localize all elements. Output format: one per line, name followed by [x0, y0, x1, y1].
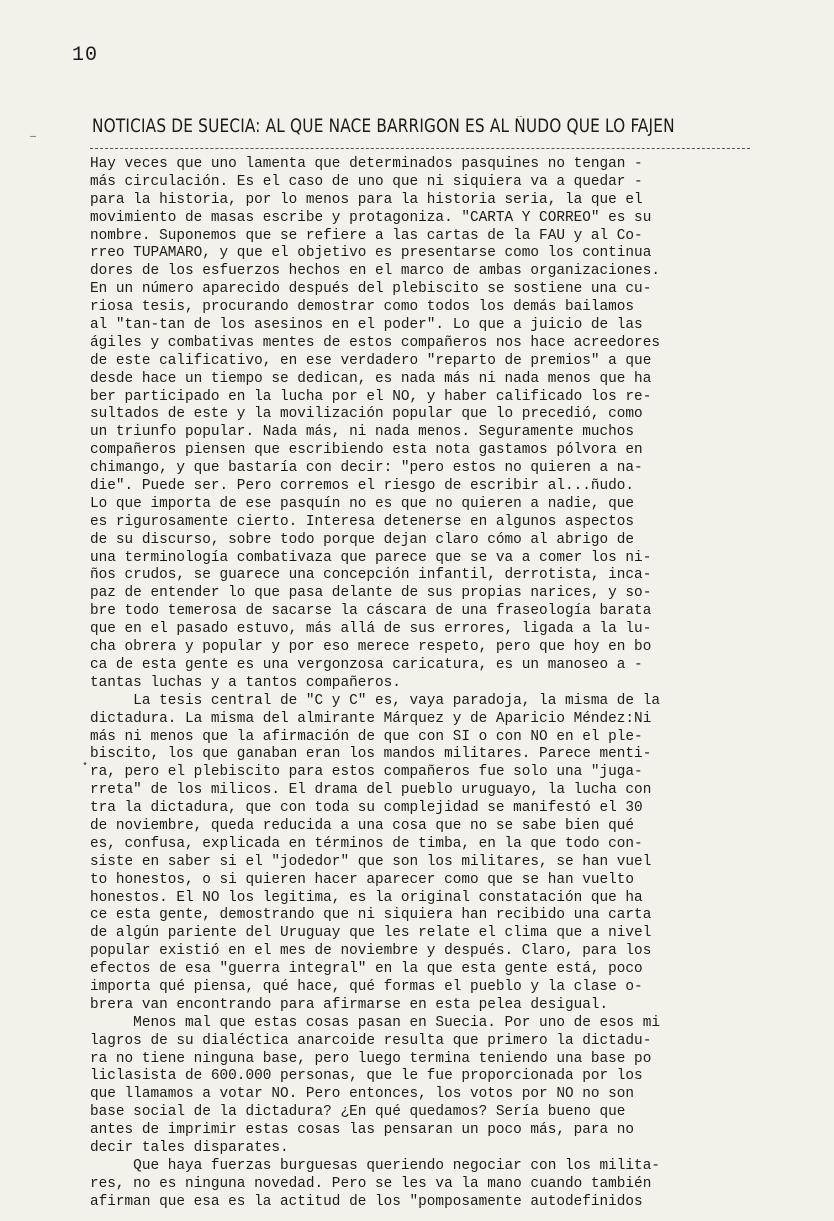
- text-line: Lo que importa de ese pasquín no es que no quieren a nadie, que: [90, 495, 635, 512]
- text-line: brera van encontrando para afirmarse en esta pelea desigual.: [90, 996, 609, 1013]
- text-line: ber participado en la lucha por el NO, y haber calificado los re-: [90, 388, 652, 405]
- text-line: lagros de su dialéctica anarcoide resulta que primero la dictadu-: [90, 1032, 652, 1049]
- text-line: de su discurso, sobre todo porque dejan claro cómo al abrigo de: [90, 531, 635, 548]
- text-line: afirman que esa es la actitud de los "pomposamente autodefinidos: [90, 1193, 643, 1210]
- text-line: En un número aparecido después del plebiscito se sostiene una cu-: [90, 281, 652, 298]
- text-line: más circulación. Es el caso de uno que ni siquiera va a quedar -: [90, 173, 643, 190]
- text-line: La tesis central de "C y C" es, vaya paradoja, la misma de la: [90, 692, 660, 709]
- text-line: siste en saber si el "jodedor" que son los militares, se han vuel: [90, 853, 652, 870]
- text-line: die". Puede ser. Pero corremos el riesgo de escribir al...ñudo.: [90, 478, 635, 495]
- text-line: de noviembre, queda reducida a una cosa que no se sabe bien qué: [90, 817, 635, 834]
- text-line: tra la dictadura, que con toda su complejidad se manifestó el 30: [90, 800, 643, 817]
- article-headline: NOTICIAS DE SUECIA: AL QUE NACE BARRIGON ES AL ÑUDO QUE LO FAJEN: [92, 116, 675, 137]
- margin-mark: •: [82, 760, 89, 771]
- text-line: paz de entender lo que pasa delante de sus propias narices, y so-: [90, 585, 652, 602]
- text-line: Menos mal que estas cosas pasan en Suecia. Por uno de esos mi: [90, 1014, 660, 1031]
- text-line: movimiento de masas escribe y protagoniza. "CARTA Y CORREO" es su: [90, 209, 652, 226]
- text-line: rreo TUPAMARO, y que el objetivo es presentarse como los continua: [90, 245, 652, 262]
- text-line: bre todo temerosa de sacarse la cáscara de una fraseología barata: [90, 603, 652, 620]
- article-body: [90, 156, 762, 1212]
- text-line: Que haya fuerzas burguesas queriendo negociar con los milita-: [90, 1157, 660, 1174]
- text-line: efectos de esa "guerra integral" en la que esta gente está, poco: [90, 961, 643, 978]
- text-line: to honestos, o si quieren hacer aparecer como que se han vuelto: [90, 871, 635, 888]
- text-line: cha obrera y popular y por eso merece respeto, pero que hoy en bo: [90, 639, 652, 656]
- text-line: popular existió en el mes de noviembre y después. Claro, para los: [90, 943, 652, 960]
- text-line: ce esta gente, demostrando que ni siquiera han recibido una carta: [90, 907, 652, 924]
- text-line: tantas luchas y a tantos compañeros.: [90, 674, 401, 691]
- text-line: dictadura. La misma del almirante Márquez y de Aparicio Méndez:Ni: [90, 710, 652, 727]
- text-line: al "tan-tan de los asesinos en el poder". Lo que a juicio de las: [90, 317, 643, 334]
- text-line: ca de esta gente es una vergonzosa caricatura, es un manoseo a -: [90, 656, 643, 673]
- text-line: un triunfo popular. Nada más, ni nada menos. Seguramente muchos: [90, 424, 635, 441]
- text-line: nombre. Suponemos que se refiere a las cartas de la FAU y al Co-: [90, 227, 643, 244]
- text-line: biscito, los que ganaban eran los mandos militares. Parece menti-: [90, 746, 652, 763]
- text-line: de algún pariente del Uruguay que les relate el clima que a nivel: [90, 925, 652, 942]
- headline-underline: [90, 148, 750, 149]
- text-line: ra no tiene ninguna base, pero luego termina teniendo una base po: [90, 1050, 652, 1067]
- text-line: es, confusa, explicada en términos de timba, en la que todo con-: [90, 835, 643, 852]
- text-line: es rigurosamente cierto. Interesa detenerse en algunos aspectos: [90, 513, 635, 530]
- text-line: antes de imprimir estas cosas las pensaran un poco más, para no: [90, 1122, 635, 1139]
- text-line: compañeros piensen que escribiendo esta nota gastamos pólvora en: [90, 442, 643, 459]
- text-line: una terminología combativaza que parece que se va a comer los ni-: [90, 549, 652, 566]
- text-line: liclasista de 600.000 personas, que le fue proporcionada por los: [90, 1068, 643, 1085]
- text-line: res, no es ninguna novedad. Pero se les va la mano cuando también: [90, 1175, 652, 1192]
- text-line: dores de los esfuerzos hechos en el marco de ambas organizaciones.: [90, 263, 660, 280]
- text-line: ños crudos, se guarece una concepción infantil, derrotista, inca-: [90, 567, 652, 584]
- text-line: para la historia, por lo menos para la historia seria, la que el: [90, 191, 643, 208]
- text-line: que llamamos a votar NO. Pero entonces, los votos por NO no son: [90, 1086, 635, 1103]
- text-line: decir tales disparates.: [90, 1139, 289, 1156]
- text-line: Hay veces que uno lamenta que determinados pasquines no tengan -: [90, 156, 643, 172]
- text-line: chimango, y que bastaría con decir: "pero estos no quieren a na-: [90, 460, 643, 477]
- text-line: más ni menos que la afirmación de que con SI o con NO en el ple-: [90, 728, 643, 745]
- text-line: de este calificativo, en ese verdadero "reparto de premios" a que: [90, 352, 652, 369]
- text-line: desde hace un tiempo se dedican, es nada más ni nada menos que ha: [90, 370, 652, 387]
- text-line: que en el pasado estuvo, más allá de sus errores, ligada a la lu-: [90, 621, 652, 638]
- text-line: base social de la dictadura? ¿En qué quedamos? Sería bueno que: [90, 1104, 626, 1121]
- text-line: honestos. El NO los legitima, es la original constatación que ha: [90, 889, 643, 906]
- text-line: riosa tesis, procurando demostrar como todos los demás bailamos: [90, 299, 635, 316]
- text-line: ágiles y combativas mentes de estos compañeros nos hace acreedores: [90, 334, 660, 351]
- margin-mark: —: [30, 132, 37, 143]
- text-line: ra, pero el plebiscito para estos compañeros fue solo una "juga-: [90, 764, 643, 781]
- text-line: sultados de este y la movilización popular que lo precedió, como: [90, 406, 643, 423]
- text-line: importa qué piensa, qué hace, qué formas el pueblo y la clase o-: [90, 978, 643, 995]
- text-line: rreta" de los milicos. El drama del pueblo uruguayo, la lucha con: [90, 782, 652, 799]
- page-number: 10: [72, 44, 99, 67]
